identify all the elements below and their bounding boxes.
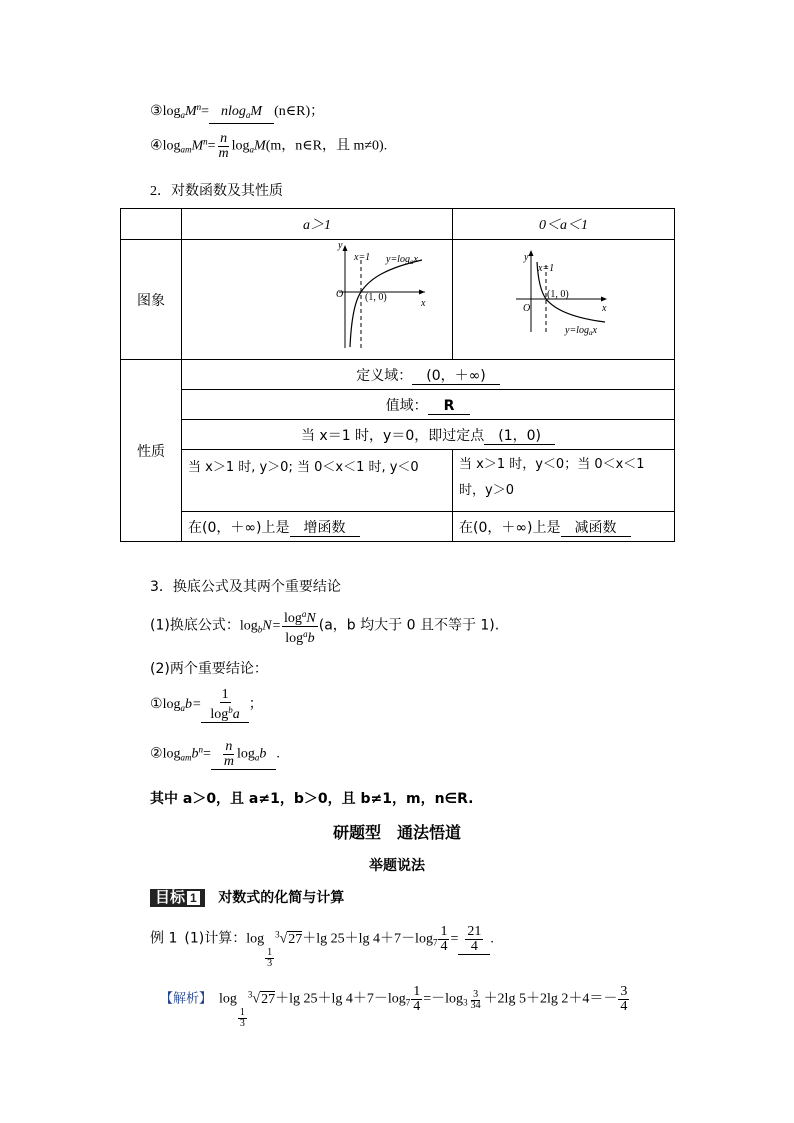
conditions-note: 其中 a＞0，且 a≠1，b＞0，且 b≠1，m，n∈R.: [150, 791, 474, 807]
x-label: x: [421, 298, 426, 309]
domain-row: 定义域： (0，＋∞): [182, 360, 675, 390]
line-label: x=1: [538, 263, 555, 274]
sign-decreasing: 当 x＞1 时，y＜0；当 0＜x＜1 时，y＞0: [453, 450, 675, 512]
fixed-point-row: 当 x＝1 时，y＝0，即过定点 (1，0): [182, 420, 675, 450]
row-label-properties: 性质: [121, 360, 182, 542]
col-header-a-lt-1: 0＜a＜1: [453, 209, 675, 240]
target-heading: 目标 1 对数式的化简与计算: [150, 887, 344, 907]
point-label: (1, 0): [365, 292, 387, 303]
graph-increasing: [182, 240, 453, 354]
target-tag: 目标 1: [150, 889, 205, 907]
y-label: y: [524, 252, 529, 263]
sign-increasing: 当 x＞1 时, y＞0; 当 0＜x＜1 时, y＜0: [182, 450, 453, 512]
graph-decreasing-cell: [453, 240, 675, 360]
example-1: 例 1 (1)计算：log $\frac{1}{3}$ $^3$√27＋lg 25＋lg $4+7-\log_7$ $\frac{1}{4}$ = $\frac{21}{4}$ .: [150, 924, 494, 969]
y-axis-arrow: [343, 245, 348, 251]
origin-label: O: [523, 303, 531, 314]
range-row: 值域： R: [182, 390, 675, 420]
row-label-graph: 图象: [121, 240, 182, 360]
two-conclusions-label: (2)两个重要结论：: [150, 661, 268, 677]
col-header-a-gt-1: a＞1: [182, 209, 453, 240]
fraction: $\frac{n}{m}$: [218, 131, 229, 161]
x-label: x: [602, 303, 607, 314]
monotonic-decreasing: 在(0，＋∞)上是 减函数: [453, 512, 675, 542]
curve-label: $y=\log_ax$: [386, 254, 418, 266]
section-3-title: 3．换底公式及其两个重要结论: [150, 579, 341, 595]
property-4: $④\log_{am}M^n=$ $\frac{n}{m}$ $\log_aM(m$，n∈R，且 m≠0).: [150, 131, 388, 161]
y-label: y: [338, 240, 343, 251]
answer-blank: nlog$_a$M: [209, 104, 274, 124]
origin-label: O: [336, 289, 344, 300]
section-2-title: 2．对数函数及其性质: [150, 184, 283, 199]
point-label: (1, 0): [547, 289, 569, 300]
change-of-base-formula: (1)换底公式：$\log_bN=$ $\frac{\log^aN}{\log^ab}$ (a，b 均大于 0 且不等于 1).: [150, 609, 500, 646]
analysis: 【解析】 log $\frac{1}{3}$ $^3$√27＋lg 25＋lg $4+7-\log_7$ $\frac{1}{4}$ $=-\log_3$ $\frac{3}{34}$ ＋2lg 5＋2lg 2＋4＝－ $\frac{3}{4}$: [160, 984, 628, 1029]
heading-research: 研题型 通法悟道: [332, 823, 461, 842]
graph-decreasing: [453, 240, 675, 354]
property-3: $③\log_aM^n= nlog_aM$ (n∈R)；: [150, 100, 324, 124]
heading-examples: 举题说法: [369, 858, 425, 874]
line-label: x=1: [354, 252, 371, 263]
monotonic-increasing: 在(0，＋∞)上是 增函数: [182, 512, 453, 542]
graph-increasing-cell: [182, 240, 453, 360]
log-function-table: [120, 208, 675, 542]
y-axis-arrow: [529, 250, 534, 256]
curve-label: $y=\log_ax$: [565, 325, 597, 337]
conclusion-1: $①\log_ab=$ $\frac{1}{\log^ba}$ ；: [150, 687, 263, 722]
x-axis-arrow: [601, 297, 607, 302]
conclusion-2: $②\log_{am}b^n=$ $\frac{n}{m}$ $\log_ab$ .: [150, 739, 280, 769]
x-axis-arrow: [419, 290, 425, 295]
marker: ③: [150, 104, 163, 119]
